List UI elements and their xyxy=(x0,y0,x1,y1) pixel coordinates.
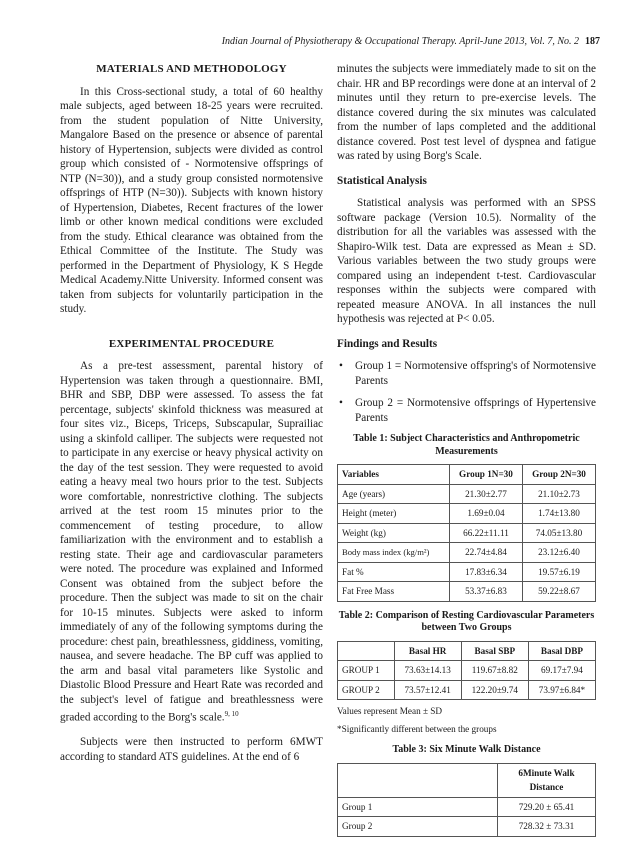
left-column xyxy=(60,62,323,764)
continued-paragraph: minutes the subjects were immediately made to sit on the chair. HR and BP recordings were done at an interval of 2 minutes until they return to pre-exercise levels. The distance covered during the six minutes was calculated from the number of laps completed and the additional distance covered. Post test level of dyspnea and fatigue was rated by using Borg's Scale. xyxy=(337,63,596,162)
table-row: Group 1 729.20 ± 65.41 xyxy=(338,797,596,817)
table-row: Weight (kg) 66.22±11.11 74.05±13.80 xyxy=(338,523,596,543)
list-item: • Group 2 = Normotensive offsprings of Hypertensive Parents xyxy=(339,397,596,424)
table-row: Age (years) 21.30±2.77 21.10±2.73 xyxy=(338,484,596,504)
experimental-paragraph xyxy=(60,359,323,725)
experimental-heading: EXPERIMENTAL PROCEDURE xyxy=(108,337,275,350)
table-row: GROUP 1 73.63±14.13 119.67±8.82 69.17±7.94 xyxy=(338,661,596,681)
page-number: 187 xyxy=(585,36,600,47)
table-header-row: Variables Group 1N=30 Group 2N=30 xyxy=(338,465,596,485)
bullet-icon: • xyxy=(339,360,343,372)
methods-paragraph: In this Cross-sectional study, a total of 60 healthy male subjects, aged between 18-25 years were recruited. from the student population of Nitte University, Mangalore Based on the presence or absence of parental history of Hypertension, subjects were divided as control group which consisted of - Normotensive offsprings of NTP (N=30)), and a study group consisted normotensive offsprings of HTP (N=30)). Subjects with known history of Hypertension, Diabetes, Recent fractures of the lower limb or other known medical conditions were excluded from the study. Ethical clearance was obtained from the Ethical Committee of the Institute. The Study was performed in the Department of Physiology, K S Hegde Medical Academy.Nitte University. Informed consent was taken from subjects for voluntarily participation in the study. xyxy=(60,85,323,315)
bullet-icon: • xyxy=(339,397,343,409)
experimental-text: As a pre-test assessment, parental history of Hypertension was taken through a questionnaire. BMI, BHR and SBP, DBP were assessed. To assess the fat percentage, subjects' skinfold thickness was measured at four sites viz., Biceps, Triceps, Subscapular, Suprailiac using a skinfold calliper. The subjects were requested not to participate in any exercise or heavy physical activity on the day of the test session. They were requested to avoid eating a heavy meal two hours prior to the test. Subjects wore comfortable, nonrestrictive clothing. The subjects arrived at the test room 15 minutes prior to the commencement of testing procedure, to allow familiarization with the environment and to establish a resting state. Their age and cardiovascular parameters were noted. The procedure was explained and Informed Consent was obtained from the subject before the procedure. Then the subject was made to sit on the chair for 10-15 minutes. Subjects were asked to inform immediately of any of the following symptoms during the procedure: chest pain, breathlessness, giddiness, vomiting, nausea, and severe headache. The BP cuff was applied to the arm and basal vital parameters like Systolic and Diastolic Blood Pressure and Heart Rate was recorded and the subject's level of fatigue and breathlessness were graded according to the Borg's scale. xyxy=(60,360,323,724)
group-list xyxy=(337,359,596,425)
table2-note-mean: Values represent Mean ± SD xyxy=(337,706,443,716)
table3-caption: Table 3: Six Minute Walk Distance xyxy=(392,744,541,755)
table-row: Fat Free Mass 53.37±6.83 59.22±8.67 xyxy=(338,582,596,602)
table2-note-significance: *Significantly different between the groups xyxy=(337,724,497,734)
table1-caption: Table 1: Subject Characteristics and Anthropometric Measurements xyxy=(353,433,580,457)
table-row: Body mass index (kg/m²) 22.74±4.84 23.12±6.40 xyxy=(338,543,596,563)
table1 xyxy=(337,464,596,602)
running-header xyxy=(200,36,600,47)
methods-heading: MATERIALS AND METHODOLOGY xyxy=(96,63,287,75)
findings-heading: Findings and Results xyxy=(337,337,438,350)
table-row: Group 2 728.32 ± 73.31 xyxy=(338,817,596,837)
reference-superscript: 9, 10 xyxy=(224,710,239,718)
table-row: Fat % 17.83±6.34 19.57±6.19 xyxy=(338,562,596,582)
statistical-heading: Statistical Analysis xyxy=(337,174,427,187)
table-header-row: 6Minute Walk Distance xyxy=(338,763,596,797)
table-row: GROUP 2 73.57±12.41 122.20±9.74 73.97±6.84* xyxy=(338,680,596,700)
statistical-paragraph: Statistical analysis was performed with an SPSS software package (Version 10.5). Normality of the distribution for all the variables was assessed with the Shapiro-Wilk test. Data are expressed as Mean ± SD. Various variables between the two study groups were compared using an independent t-test. Cardiovascular responses within the subjects were compared with repeated measure ANOVA. In all instances the null hypothesis was rejected at P< 0.05. xyxy=(337,197,596,325)
procedure-paragraph: Subjects were then instructed to perform 6MWT according to standard ATS guidelines. At the end of 6 xyxy=(60,736,323,763)
table-header-row: Basal HR Basal SBP Basal DBP xyxy=(338,641,596,661)
journal-citation: Indian Journal of Physiotherapy & Occupational Therapy. April-June 2013, Vol. 7, No. 2 xyxy=(221,36,579,47)
list-item: • Group 1 = Normotensive offspring's of Normotensive Parents xyxy=(339,360,596,387)
table2-caption: Table 2: Comparison of Resting Cardiovascular Parameters between Two Groups xyxy=(338,609,595,633)
table2 xyxy=(337,641,596,701)
table3 xyxy=(337,763,596,837)
table-row: Height (meter) 1.69±0.04 1.74±13.80 xyxy=(338,504,596,524)
right-column xyxy=(337,62,596,837)
